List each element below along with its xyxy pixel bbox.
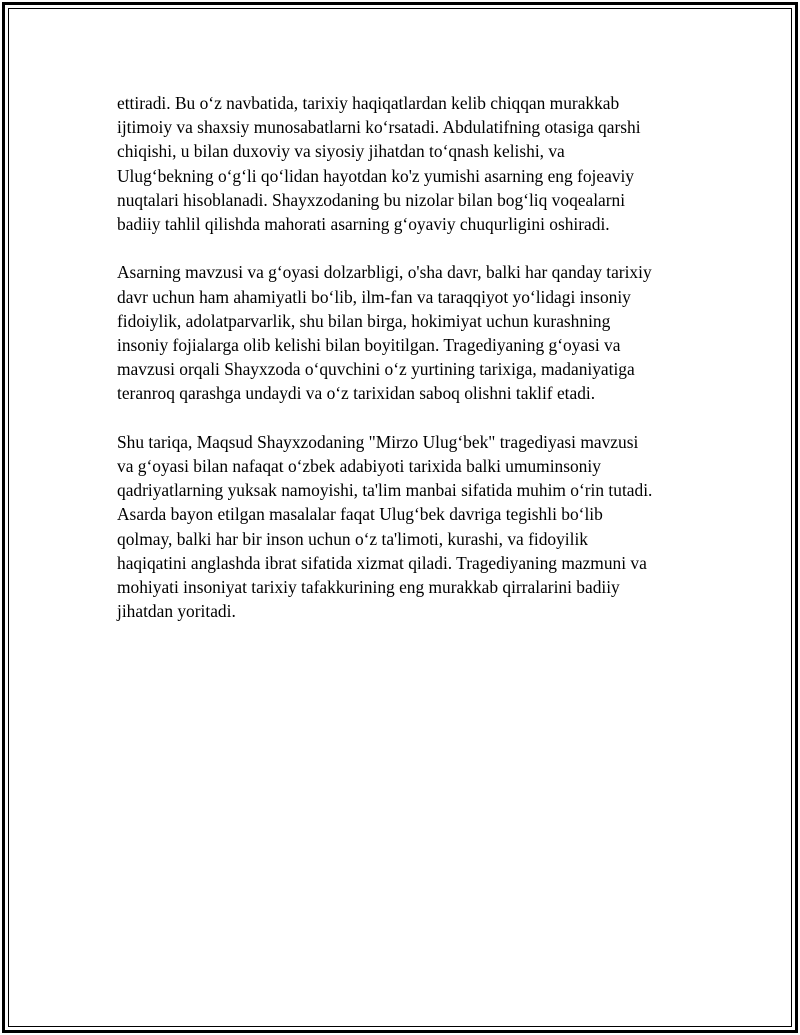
- text-line: qadriyatlarning yuksak namoyishi, ta'lim manbai sifatida muhim o‘rin tutadi.: [117, 480, 653, 501]
- text-line: mohiyati insoniyat tarixiy tafakkurining eng murakkab qirralarini badiiy: [117, 577, 620, 598]
- text-line: Asarning mavzusi va g‘oyasi dolzarbligi, o'sha davr, balki har qanday tarixiy: [117, 262, 652, 283]
- text-line: badiiy tahlil qilishda mahorati asarning g‘oyaviy chuqurligini oshiradi.: [117, 214, 610, 235]
- text-line: Ulug‘bekning o‘g‘li qo‘lidan hayotdan ko'z yumishi asarning eng fojeaviy: [117, 165, 635, 186]
- text-line: ijtimoiy va shaxsiy munosabatlarni ko‘rsatadi. Abdulatifning otasiga qarshi: [117, 117, 641, 138]
- text-line: ettiradi. Bu o‘z navbatida, tarixiy haqiqatlardan kelib chiqqan murakkab: [117, 93, 620, 113]
- text-line: jihatdan yoritadi.: [117, 601, 236, 622]
- text-line: fidoiylik, adolatparvarlik, shu bilan birga, hokimiyat uchun kurashning: [117, 310, 611, 331]
- text-line: teranroq qarashga undaydi va o‘z tarixidan saboq olishni taklif etadi.: [117, 383, 596, 404]
- text-line: chiqishi, u bilan duxoviy va siyosiy jihatdan to‘qnash kelishi, va: [117, 141, 565, 162]
- paragraph-3: [117, 430, 687, 624]
- text-line: Shu tariqa, Maqsud Shayxzodaning "Mirzo Ulug‘bek" tragediyasi mavzusi: [117, 431, 639, 452]
- document-body: [117, 91, 687, 648]
- paragraph-1: [117, 91, 687, 236]
- text-line: Asarda bayon etilgan masalalar faqat Ulug‘bek davriga tegishli bo‘lib: [117, 504, 603, 525]
- text-line: insoniy fojialarga olib kelishi bilan boyitilgan. Tragediyaning g‘oyasi va: [117, 335, 621, 356]
- text-line: mavzusi orqali Shayxzoda o‘quvchini o‘z yurtining tarixiga, madaniyatiga: [117, 359, 635, 380]
- text-line: qolmay, balki har bir inson uchun o‘z ta'limoti, kurashi, va fidoyilik: [117, 528, 588, 549]
- paragraph-2: [117, 260, 687, 405]
- text-line: va g‘oyasi bilan nafaqat o‘zbek adabiyoti tarixida balki umuminsoniy: [117, 456, 601, 477]
- text-line: nuqtalari hisoblanadi. Shayxzodaning bu nizolar bilan bog‘liq voqealarni: [117, 189, 626, 210]
- text-line: haqiqatini anglashda ibrat sifatida xizmat qiladi. Tragediyaning mazmuni va: [117, 552, 647, 573]
- text-line: davr uchun ham ahamiyatli bo‘lib, ilm-fan va taraqqiyot yo‘lidagi insoniy: [117, 286, 631, 307]
